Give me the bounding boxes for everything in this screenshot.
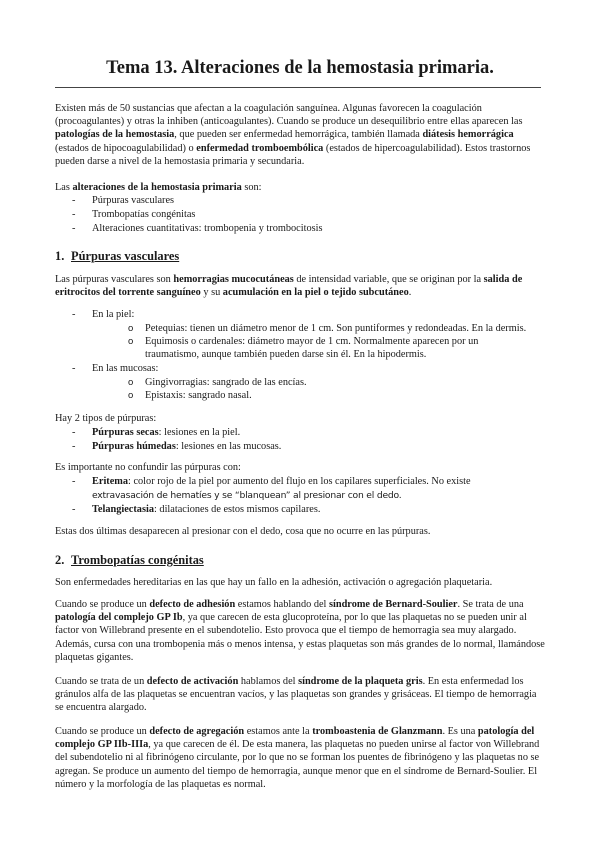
intro-bold-1: patologías de la hemostasia	[55, 129, 175, 141]
list-item-text: Trombopatías congénitas	[92, 209, 196, 220]
purpuras-bold-1: hemorragias mucocutáneas	[173, 274, 294, 285]
section-2-number: 2.	[55, 553, 65, 567]
adhesion-text-4: , ya que carecen de esta glucoproteína, por lo que las plaquetas no se pueden unir al factor von Willebrand presente en el subendotelio. Esto provoca que el tiempo de hemorragia sea muy alargado. Además, cursa con una trombopenia más o menos intensa, y estas plaquetas son más grandes de lo normal, llamándose plaquetas gigantes.	[55, 612, 545, 663]
dash-bullet: -	[72, 195, 76, 206]
tipos-list	[55, 426, 545, 454]
section-2-heading	[55, 553, 545, 568]
purpuras-text-2: de intensidad variable, que se originan por la	[293, 274, 484, 285]
sub-list-item-text: Epistaxis: sangrado nasal.	[145, 390, 252, 401]
adhesion-paragraph	[55, 598, 545, 664]
agregacion-bold-2: tromboastenia de Glanzmann	[312, 726, 443, 737]
tipos-lead: Hay 2 tipos de púrpuras:	[55, 413, 157, 424]
adhesion-text-3: . Se trata de una	[457, 599, 524, 610]
section-2-title: Trombopatías congénitas	[71, 553, 204, 567]
trombopatias-intro: Son enfermedades hereditarias en las que hay un fallo en la adhesión, activación o agregación plaquetaria.	[55, 577, 493, 588]
circle-bullet-icon: o	[128, 336, 134, 347]
title-divider	[55, 87, 541, 88]
alteraciones-list	[55, 194, 545, 239]
activacion-text-3: . En esta enfermedad los gránulos alfa de las plaquetas se encuentran vacíos, y las plaquetas son grandes y grisáceas. El tiempo de hemorragia se encuentra alargado.	[55, 676, 537, 714]
dash-bullet: -	[72, 441, 76, 452]
alteraciones-lead	[55, 181, 545, 194]
confundir-list	[55, 475, 545, 517]
alteraciones-text-2: son:	[241, 182, 262, 193]
intro-bold-3: enfermedad tromboembólica	[196, 142, 324, 154]
agregacion-paragraph	[55, 725, 545, 791]
intro-text-3: (estados de hipocoagulabilidad) o	[55, 142, 197, 154]
activacion-bold-2: síndrome de la plaqueta gris	[298, 676, 423, 687]
sub-list-item-text: Petequias: tienen un diámetro menor de 1 cm. Son puntiformes y redondeadas. En la dermis.	[145, 323, 527, 334]
list-item-text	[92, 440, 545, 453]
agregacion-bold-1: defecto de agregación	[149, 726, 245, 737]
section-1-title: Púrpuras vasculares	[71, 249, 180, 263]
list-item-text: Alteraciones cuantitativas: trombopenia y trombocitosis	[92, 223, 323, 234]
eritema-term: Eritema	[92, 476, 129, 487]
intro-text-2: , que pueden ser enfermedad hemorrágica, también llamada	[174, 129, 423, 141]
agregacion-text-4: , ya que carecen de él. De esta manera, las plaquetas no pueden unirse al factor von Willebrand del subendotelio ni al fibrinógeno circulante, por lo que no se forman los puentes de fibrinógeno y las plaquetas no se agregan. Se produce un aumento del tiempo de hemorragia, aunque menor que en el síndrome de Bernard-Soulier. El número y la morfología de las plaquetas es normal.	[55, 739, 540, 790]
list-item-text	[92, 426, 545, 439]
adhesion-text-1: Cuando se produce un	[55, 599, 150, 610]
dash-bullet: -	[72, 309, 76, 320]
intro-bold-2: diátesis hemorrágica	[422, 129, 514, 141]
circle-bullet-icon: o	[128, 323, 134, 334]
agregacion-text-2: estamos ante la	[244, 726, 313, 737]
adhesion-bold-2: síndrome de Bernard-Soulier	[328, 599, 458, 610]
intro-text-4: (estados de hipercoagulabilidad). Estos trastornos pueden darse a nivel de la hemostasia primaria y secundaria.	[55, 142, 531, 167]
dash-bullet: -	[72, 209, 76, 220]
purpuras-text-3: y su	[200, 287, 223, 299]
dash-bullet: -	[72, 223, 76, 234]
intro-paragraph	[55, 102, 545, 168]
circle-bullet-icon: o	[128, 390, 134, 401]
alteraciones-bold: alteraciones de la hemostasia primaria	[72, 182, 242, 193]
purpuras-definition	[55, 273, 545, 299]
list-item-text	[92, 503, 545, 516]
telangiectasia-desc: : dilataciones de estos mismos capilares.	[153, 504, 321, 515]
telangiectasia-term: Telangiectasia	[92, 504, 154, 515]
purpuras-bold-2: salida de eritrocitos del torrente sanguíneo	[55, 274, 523, 299]
dash-bullet: -	[72, 363, 76, 374]
list-item-text	[92, 475, 545, 488]
secas-term: Púrpuras secas	[92, 427, 159, 438]
agregacion-text-3: . Es una	[442, 726, 478, 737]
agregacion-text-1: Cuando se produce un	[55, 726, 150, 737]
activacion-text-1: Cuando se trata de un	[55, 676, 147, 687]
purpuras-text-1: Las púrpuras vasculares son	[55, 274, 174, 285]
sub-list-item-text: traumatismo, aunque también pueden darse sin él. En la hipodermis.	[145, 349, 427, 360]
humedas-term: Púrpuras húmedas	[92, 441, 176, 452]
circle-bullet-icon: o	[128, 377, 134, 388]
dash-bullet: -	[72, 427, 76, 438]
ultimas-note: Estas dos últimas desaparecen al presionar con el dedo, cosa que no ocurre en las púrpuras.	[55, 526, 431, 537]
humedas-desc: : lesiones en las mucosas.	[175, 441, 282, 452]
sub-list-item-text: Equimosis o cardenales: diámetro mayor de 1 cm. Normalmente aparecen por un	[145, 336, 479, 347]
section-1-number: 1.	[55, 249, 65, 263]
sub-list-item-text: Gingivorragias: sangrado de las encías.	[145, 377, 307, 388]
lesion-location-list	[55, 308, 545, 403]
activacion-bold-1: defecto de activación	[146, 676, 239, 687]
section-1-heading	[55, 249, 545, 264]
intro-text-1: Existen más de 50 sustancias que afectan a la coagulación sanguínea. Algunas favorecen la coagulación (procoagulantes) y otras la inhiben (anticoagulantes). Cuando se produce un desequilibrio entre ellas aparecen las	[55, 103, 523, 128]
secas-desc: : lesiones en la piel.	[158, 427, 241, 438]
eritema-desc: : color rojo de la piel por aumento del flujo en los capilares superficiales. No existe	[128, 476, 471, 487]
adhesion-text-2: estamos hablando del	[235, 599, 329, 610]
purpuras-text-4: .	[408, 287, 412, 299]
dash-bullet: -	[72, 476, 76, 487]
dash-bullet: -	[72, 504, 76, 515]
confundir-lead: Es importante no confundir las púrpuras con:	[55, 462, 241, 473]
agregacion-bold-3: patología del complejo GP IIb-IIIa	[55, 726, 535, 751]
alteraciones-text-1: Las	[55, 182, 73, 193]
eritema-desc-continued: extravasación de hematíes y se “blanquean” al presionar con el dedo.	[92, 490, 402, 501]
purpuras-bold-3: acumulación en la piel o tejido subcutáneo	[222, 287, 409, 299]
activacion-text-2: hablamos del	[238, 676, 299, 687]
activacion-paragraph	[55, 675, 545, 715]
list-item-text: Púrpuras vasculares	[92, 195, 175, 206]
page-title: Tema 13. Alteraciones de la hemostasia primaria.	[106, 58, 494, 78]
adhesion-bold-3: patología del complejo GP Ib	[55, 612, 183, 624]
list-item-text: En las mucosas:	[92, 363, 159, 374]
adhesion-bold-1: defecto de adhesión	[149, 599, 236, 610]
list-item-text: En la piel:	[92, 309, 135, 320]
